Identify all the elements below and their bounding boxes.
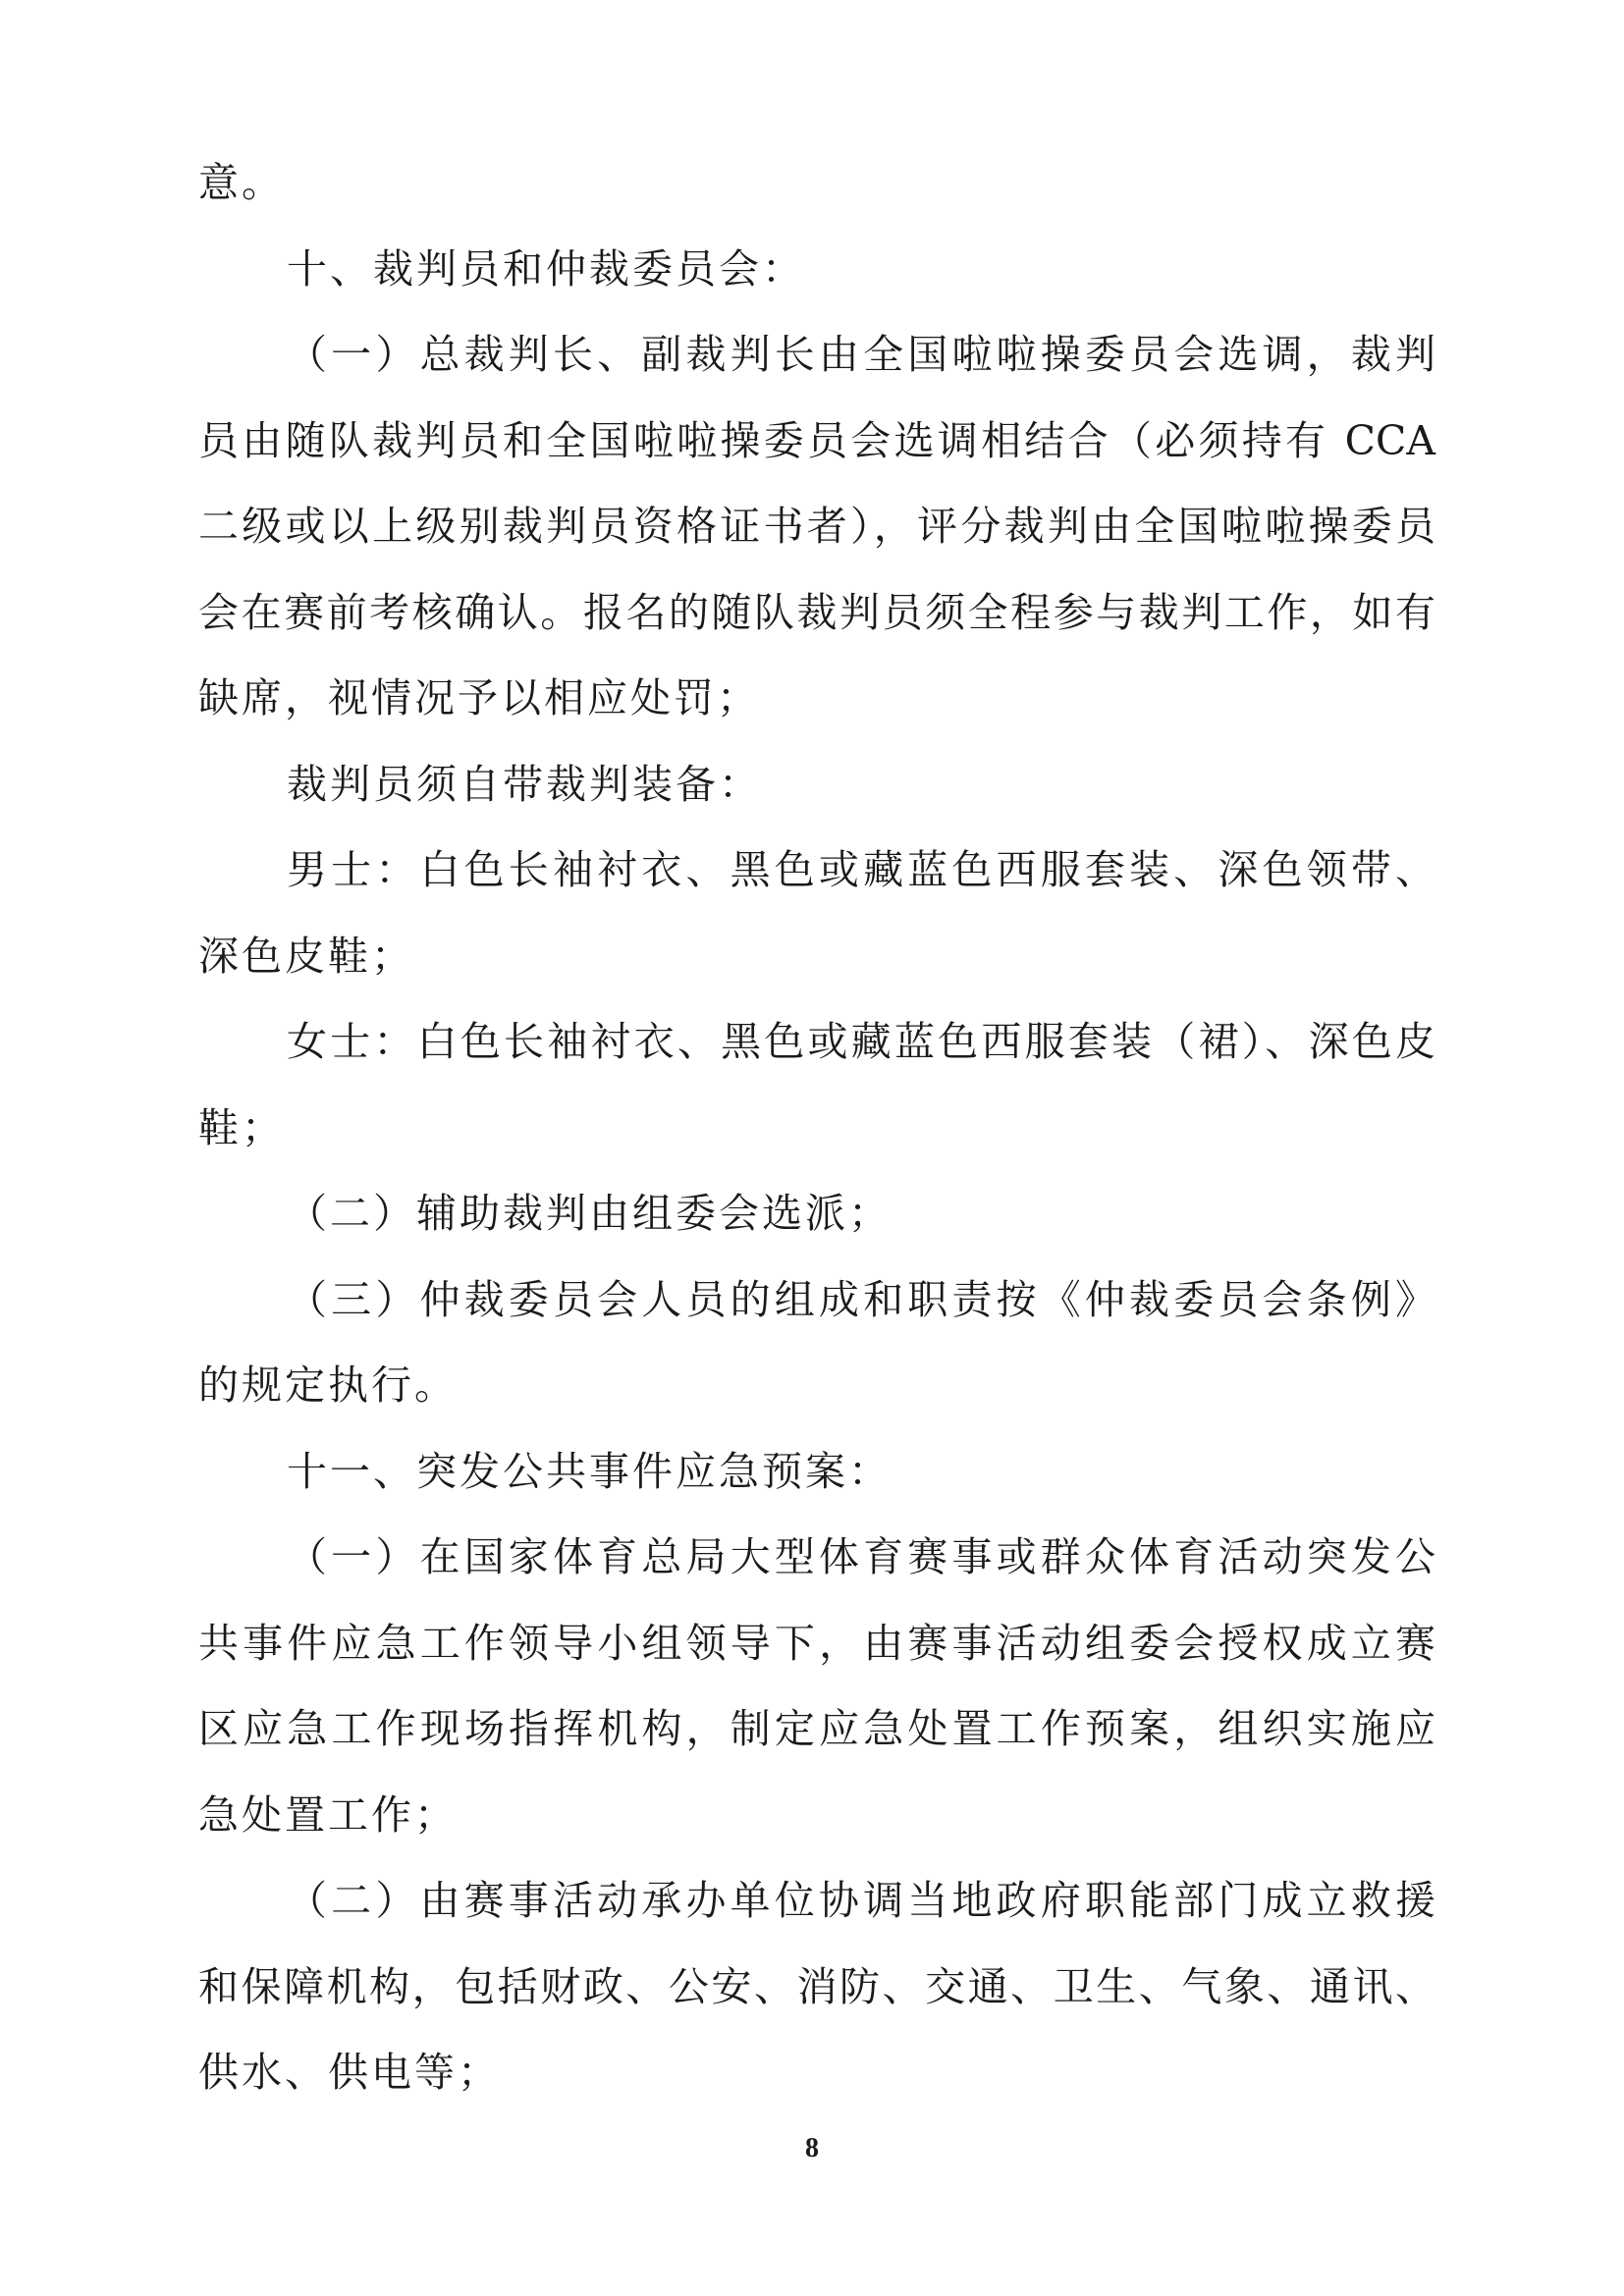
text-line: （一）在国家体育总局大型体育赛事或群众体育活动突发公 xyxy=(287,1533,1435,1580)
text-line: 共事件应急工作领导小组领导下，由赛事活动组委会授权成立赛 xyxy=(198,1620,1435,1667)
text-line: 会在赛前考核确认。报名的随队裁判员须全程参与裁判工作，如有 xyxy=(198,589,1435,636)
text-line: （一）总裁判长、副裁判长由全国啦啦操委员会选调，裁判 xyxy=(287,331,1435,378)
page-number: 8 xyxy=(805,2133,819,2163)
text-line: 缺席，视情况予以相应处罚； xyxy=(198,674,760,721)
section-heading-11: 十一、突发公共事件应急预案： xyxy=(287,1448,892,1495)
text-line: 男士：白色长袖衬衣、黑色或藏蓝色西服套装、深色领带、 xyxy=(287,846,1435,893)
text-line: 区应急工作现场指挥机构，制定应急处置工作预案，组织实施应 xyxy=(198,1705,1435,1752)
text-line: 深色皮鞋； xyxy=(198,933,414,980)
text-line: 鞋； xyxy=(198,1104,285,1151)
text-line: 二级或以上级别裁判员资格证书者），评分裁判由全国啦啦操委员 xyxy=(198,503,1435,550)
text-line: 女士：白色长袖衬衣、黑色或藏蓝色西服套装（裙）、深色皮 xyxy=(287,1018,1435,1065)
text-line: 员由随队裁判员和全国啦啦操委员会选调相结合（必须持有 CCA xyxy=(198,417,1435,464)
text-line: （三）仲裁委员会人员的组成和职责按《仲裁委员会条例》 xyxy=(287,1276,1435,1323)
text-line: 的规定执行。 xyxy=(198,1362,458,1409)
text-line: 和保障机构，包括财政、公安、消防、交通、卫生、气象、通讯、 xyxy=(198,1963,1435,2010)
section-heading-10: 十、裁判员和仲裁委员会： xyxy=(287,245,805,293)
text-line: （二）辅助裁判由组委会选派； xyxy=(287,1190,892,1237)
text-line: 急处置工作； xyxy=(198,1791,458,1839)
text-line: 裁判员须自带裁判装备： xyxy=(287,761,762,808)
text-line: 供水、供电等； xyxy=(198,2049,501,2096)
text-line: （二）由赛事活动承办单位协调当地政府职能部门成立救援 xyxy=(287,1877,1435,1924)
text-line-continuation: 意。 xyxy=(198,159,285,206)
